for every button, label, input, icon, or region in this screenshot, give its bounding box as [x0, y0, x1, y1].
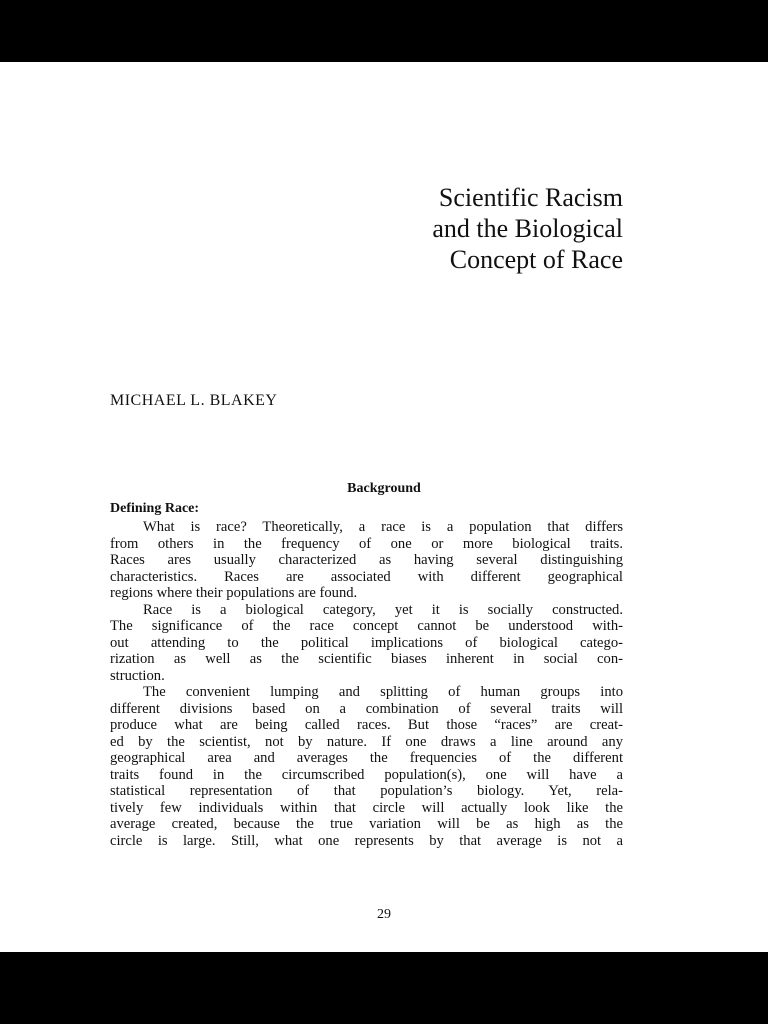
title-line: and the Biological	[432, 214, 623, 243]
text-line: ed by the scientist, not by nature. If one draws a line around any	[110, 733, 623, 750]
text-line: statistical representation of that population’s biology. Yet, rela-	[110, 783, 623, 799]
text-line: The convenient lumping and splitting of human groups into	[143, 684, 623, 700]
text-line: geographical area and averages the frequencies of the different	[110, 750, 623, 766]
text-line: rization as well as the scientific biases inherent in social con-	[110, 651, 623, 667]
author-name: MICHAEL L. BLAKEY	[110, 392, 278, 409]
section-heading: Background	[347, 481, 421, 496]
text-line: produce what are being called races. But those “races” are creat-	[110, 717, 623, 733]
text-line: struction.	[110, 667, 165, 684]
text-line: The significance of the race concept cannot be understood with-	[110, 618, 623, 634]
title-line: Scientific Racism	[438, 183, 623, 212]
text-line: regions where their populations are found.	[110, 585, 358, 601]
text-line: characteristics. Races are associated with different geographical	[110, 568, 623, 585]
text-line: average created, because the true variation will be as high as the	[110, 816, 623, 832]
text-line: Race is a biological category, yet it is socially constructed.	[143, 601, 623, 618]
text-line: tively few individuals within that circle will actually look like the	[110, 799, 623, 816]
text-line: different divisions based on a combination of several traits will	[110, 700, 623, 717]
text-line: circle is large. Still, what one represents by that average is not a	[110, 832, 623, 849]
title-line: Concept of Race	[449, 245, 623, 274]
document-page	[0, 62, 768, 952]
subsection-heading: Defining Race:	[110, 501, 200, 516]
text-line: What is race? Theoretically, a race is a population that differs	[143, 519, 623, 535]
text-line: from others in the frequency of one or more biological traits.	[110, 535, 623, 552]
chapter-title	[432, 182, 623, 275]
text-line: traits found in the circumscribed population(s), one will have a	[110, 766, 623, 783]
body-text	[110, 519, 623, 849]
page-number: 29	[377, 907, 391, 922]
text-line: Races ares usually characterized as having several distinguishing	[110, 552, 623, 568]
text-line: out attending to the political implications of biological catego-	[110, 634, 623, 651]
